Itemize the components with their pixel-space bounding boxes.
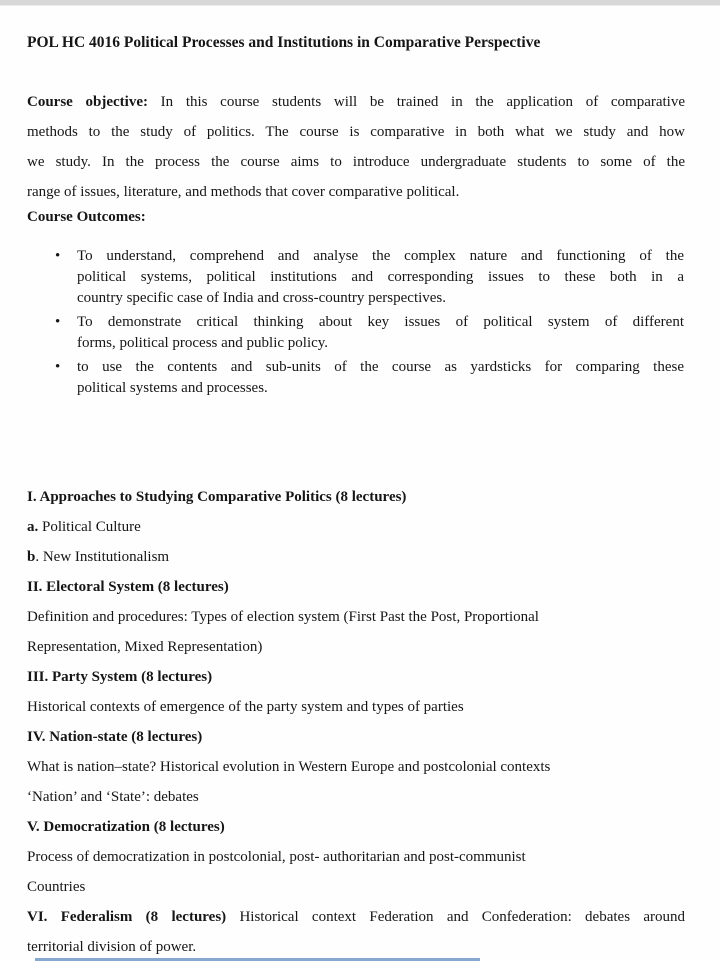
- section-heading: [27, 482, 685, 512]
- section-heading: [27, 662, 685, 692]
- outcome-line: country specific case of India and cross-country perspectives.: [77, 290, 447, 306]
- objective-label: Course objective:: [27, 94, 148, 110]
- course-outcomes-heading: Course Outcomes:: [27, 209, 146, 225]
- bullet-icon: •: [55, 359, 61, 375]
- section-lead: b: [27, 549, 36, 565]
- objective-line: [27, 147, 685, 177]
- section-lead: III. Party System (8 lectures): [27, 669, 213, 685]
- syllabus-section-list: [27, 482, 685, 961]
- line-text: ‘Nation’ and ‘State’: debates: [27, 789, 199, 805]
- section-heading: [27, 812, 685, 842]
- section-heading: [27, 902, 685, 932]
- syllabus-line: [27, 842, 685, 872]
- line-text: In this course students will be trained in the application of comparative: [147, 94, 685, 110]
- outcome-bullet-item: [55, 246, 684, 309]
- line-text: Historical contexts of emergence of the party system and types of parties: [27, 699, 464, 715]
- section-heading: [27, 572, 685, 602]
- syllabus-line: [27, 512, 685, 542]
- line-text: methods to the study of politics. The course is comparative in both what we study and how: [27, 124, 685, 140]
- course-outcomes-list: [55, 246, 684, 402]
- page-top-edge: [0, 0, 720, 6]
- line-text: Historical context Federation and Confederation: debates around: [226, 909, 685, 925]
- section-lead: V. Democratization (8 lectures): [27, 819, 225, 835]
- section-lead: I. Approaches to Studying Comparative Politics (8 lectures): [27, 489, 407, 505]
- outcome-line: To demonstrate critical thinking about key issues of political system of different: [77, 314, 684, 330]
- bullet-icon: •: [55, 314, 61, 330]
- course-objective-paragraph: [27, 87, 685, 207]
- syllabus-line: [27, 872, 685, 902]
- line-text: we study. In the process the course aims to introduce undergraduate students to some of the: [27, 154, 685, 170]
- line-text: range of issues, literature, and methods that cover comparative political.: [27, 184, 460, 200]
- syllabus-line: [27, 542, 685, 572]
- outcome-line: to use the contents and sub-units of the course as yardsticks for comparing these: [77, 359, 684, 375]
- outcome-line: political systems and processes.: [77, 380, 268, 396]
- line-text: Representation, Mixed Representation): [27, 639, 263, 655]
- outcome-line: political systems, political institutions and corresponding issues to these both in a: [77, 269, 684, 285]
- line-text: Process of democratization in postcolonial, post- authoritarian and post-communist: [27, 849, 526, 865]
- outcome-bullet-item: [55, 357, 684, 399]
- objective-line: [27, 117, 685, 147]
- line-text: What is nation–state? Historical evolution in Western Europe and postcolonial contexts: [27, 759, 551, 775]
- line-text: Definition and procedures: Types of election system (First Past the Post, Proportional: [27, 609, 539, 625]
- syllabus-line: [27, 932, 685, 961]
- syllabus-line: [27, 782, 685, 812]
- syllabus-line: [27, 752, 685, 782]
- section-lead: IV. Nation-state (8 lectures): [27, 729, 203, 745]
- line-text: Political Culture: [38, 519, 141, 535]
- line-text: . New Institutionalism: [35, 549, 170, 565]
- line-text: Countries: [27, 879, 86, 895]
- syllabus-line: [27, 602, 685, 632]
- objective-line: [27, 87, 685, 117]
- section-heading: [27, 722, 685, 752]
- section-lead: VI. Federalism (8 lectures): [27, 909, 227, 925]
- syllabus-line: [27, 692, 685, 722]
- bullet-icon: •: [55, 248, 61, 264]
- section-lead: a.: [27, 519, 39, 535]
- outcome-bullet-item: [55, 312, 684, 354]
- syllabus-line: [27, 632, 685, 662]
- course-title: POL HC 4016 Political Processes and Institutions in Comparative Perspective: [27, 34, 541, 51]
- outcome-line: To understand, comprehend and analyse the complex nature and functioning of the: [77, 248, 684, 264]
- outcome-line: forms, political process and public policy.: [77, 335, 329, 351]
- line-text: territorial division of power.: [27, 939, 197, 955]
- section-lead: II. Electoral System (8 lectures): [27, 579, 229, 595]
